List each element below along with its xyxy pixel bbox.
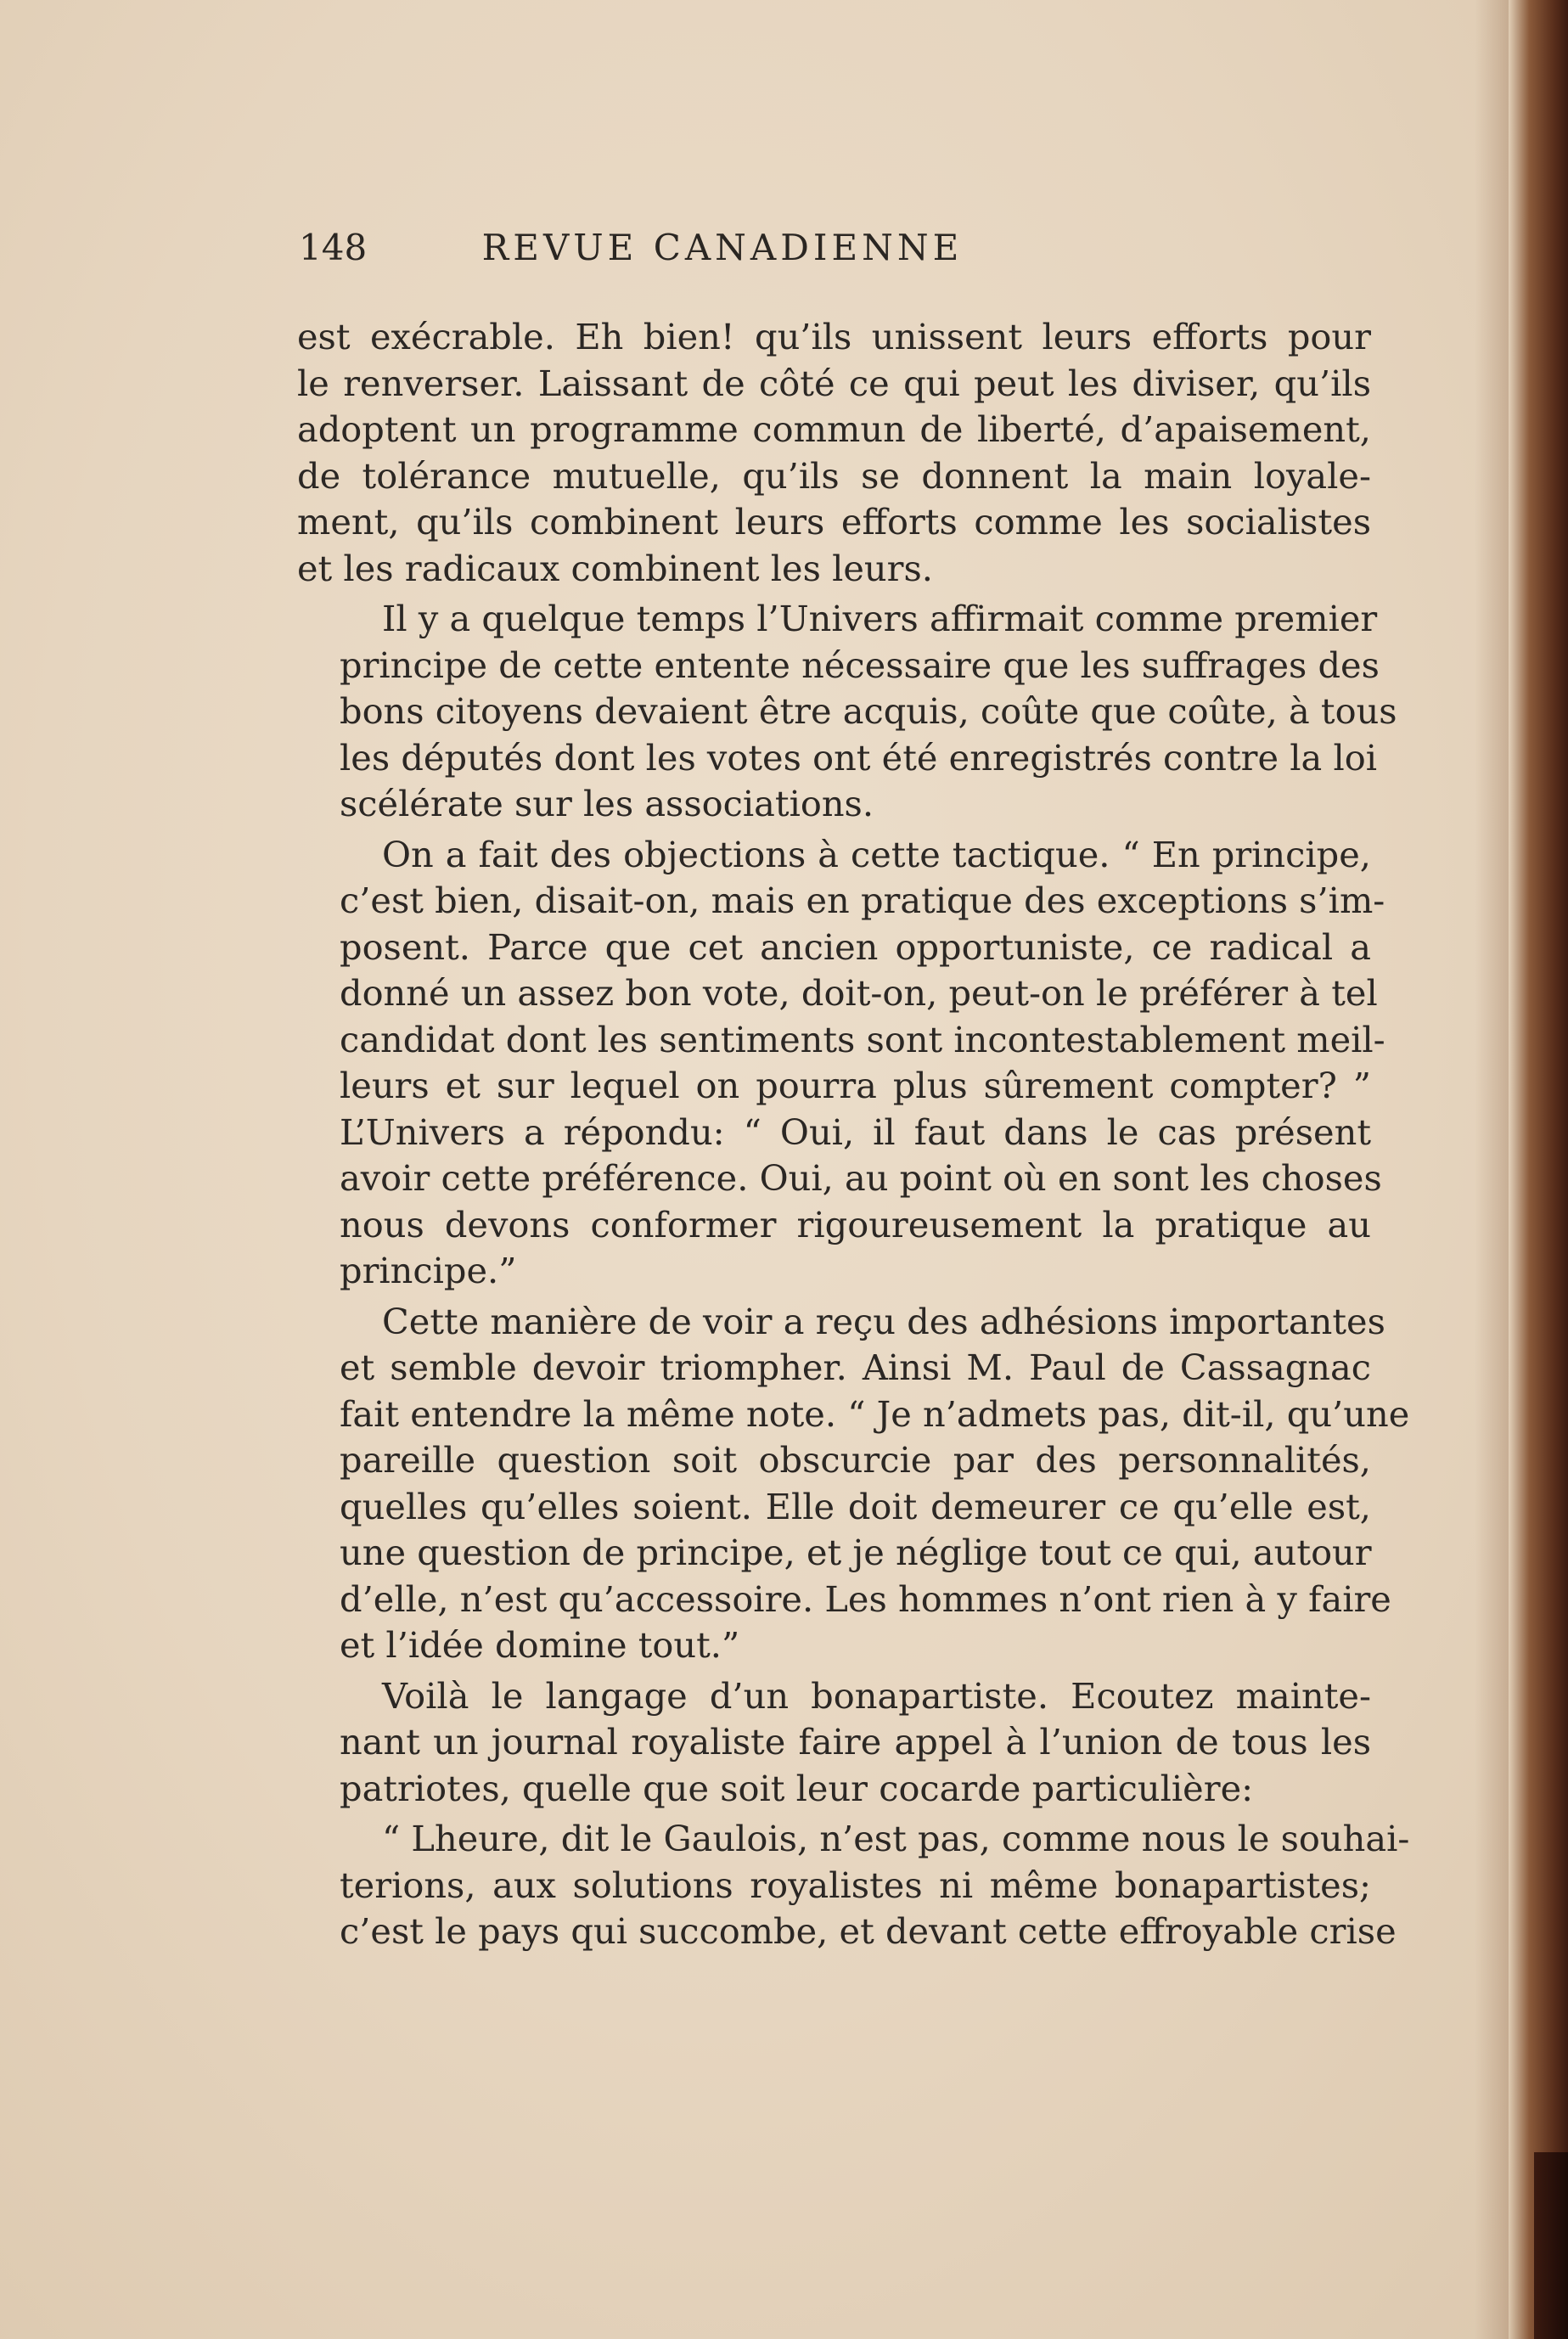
running-head [299,222,1070,273]
text-line: d’elle, n’est qu’accessoire. Les hommes n’ont rien à y faire [340,1577,1391,1620]
text-line: leurs et sur lequel on pourra plus sûrement compter? ” [340,1065,1371,1106]
text-line: scélérate sur les associations. [340,783,874,824]
text-line: est exécrable. Eh bien! qu’ils unissent leurs efforts pour [297,316,1371,357]
journal-title: REVUE CANADIENNE [481,227,964,268]
text-line: et l’idée domine tout.” [340,1624,740,1666]
text-line: principe.” [340,1250,517,1291]
text-line: candidat dont les sentiments sont incontestablement meil- [340,1018,1385,1060]
text-line: Voilà le langage d’un bonapartiste. Ecoutez mainte- [382,1674,1371,1717]
text-line: adoptent un programme commun de liberté, d’apaisement, [297,408,1371,450]
text-line: bons citoyens devaient être acquis, coûte que coûte, à tous [340,690,1397,732]
page-gutter-shadow [1475,0,1509,2339]
text-line: pareille question soit obscurcie par des personnalités, [340,1439,1371,1481]
book-binding-corner [1534,2152,1568,2339]
paragraph-5 [297,1673,1371,1813]
text-line: patriotes, quelle que soit leur cocarde particulière: [340,1767,1254,1809]
paragraph-6 [297,1816,1410,1955]
text-line: quelles qu’elles soient. Elle doit demeurer ce qu’elle est, [340,1485,1371,1527]
text-line: et les radicaux combinent les leurs. [297,547,933,589]
text-line: Cette manière de voir a reçu des adhésions importantes [382,1300,1385,1342]
text-line: ment, qu’ils combinent leurs efforts comme les socialistes [297,501,1371,543]
text-line: L’Univers a répondu: “ Oui, il faut dans le cas présent [340,1110,1371,1153]
paragraph-4 [297,1299,1410,1669]
text-line: On a fait des objections à cette tactique. “ En principe, [382,833,1371,875]
page-number: 148 [299,227,368,268]
text-line: nant un journal royaliste faire appel à l’union de tous les [340,1721,1371,1763]
body-text [297,314,1410,1959]
text-line: fait entendre la même note. “ Je n’admets pas, dit-il, qu’une [340,1392,1410,1435]
text-line: le renverser. Laissant de côté ce qui peut les diviser, qu’ils [297,362,1371,404]
text-line: donné un assez bon vote, doit-on, peut-on le préférer à tel [340,972,1378,1014]
paragraph-3 [297,832,1385,1295]
text-line: posent. Parce que cet ancien opportuniste, ce radical a [340,925,1371,968]
text-line: Il y a quelque temps l’Univers affirmait comme premier [382,598,1378,639]
text-line: terions, aux solutions royalistes ni même bonapartistes; [340,1864,1371,1906]
text-line: de tolérance mutuelle, qu’ils se donnent la main loyale- [297,454,1371,497]
paragraph-1 [297,314,1371,592]
text-line: c’est le pays qui succombe, et devant cette effroyable crise [340,1910,1397,1952]
text-line: avoir cette préférence. Oui, au point où en sont les choses [340,1157,1382,1199]
text-line: et semble devoir triompher. Ainsi M. Paul de Cassagnac [340,1347,1371,1388]
text-line: une question de principe, et je néglige tout ce qui, autour [340,1532,1372,1573]
text-line: nous devons conformer rigoureusement la pratique au [340,1203,1371,1245]
text-line: principe de cette entente nécessaire que les suffrages des [340,644,1380,686]
book-binding-edge [1509,0,1568,2339]
text-line: c’est bien, disait-on, mais en pratique des exceptions s’im- [340,880,1385,921]
text-line: les députés dont les votes ont été enregistrés contre la loi [340,736,1378,779]
text-line: “ Lheure, dit le Gaulois, n’est pas, comme nous le souhai- [382,1818,1410,1859]
paragraph-2 [297,596,1397,828]
